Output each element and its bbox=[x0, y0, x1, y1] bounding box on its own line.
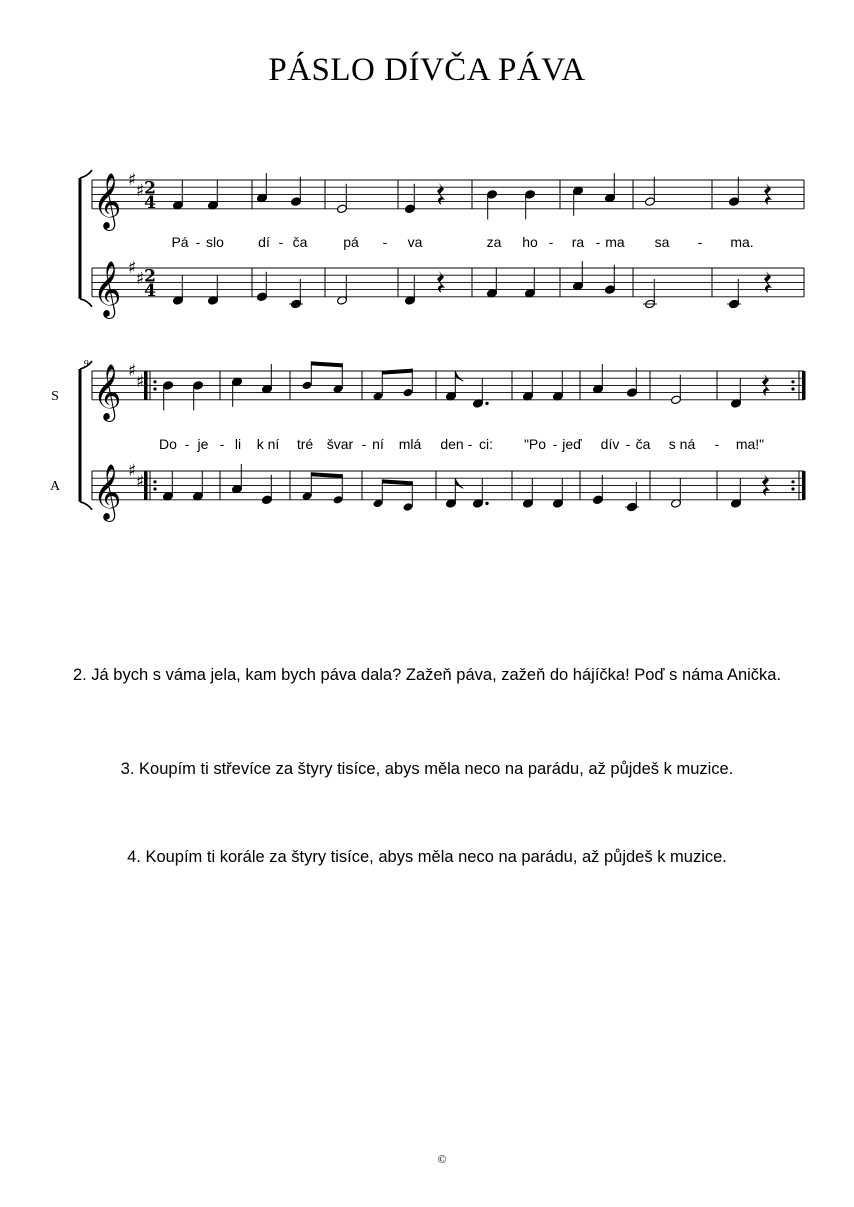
lyric-syllable: "Po bbox=[523, 436, 547, 452]
lyric-syllable: jeď bbox=[562, 436, 582, 452]
time-signature-top: 2 bbox=[144, 178, 156, 199]
system-1 bbox=[80, 170, 804, 319]
lyric-syllable: sa bbox=[654, 234, 670, 250]
lyric-syllable: za bbox=[486, 234, 502, 250]
lyric-syllable: - bbox=[219, 436, 225, 452]
treble-clef: 𝄞 bbox=[93, 363, 122, 420]
sharp-sign: ♯ bbox=[136, 180, 145, 201]
lyric-syllable: s ná bbox=[668, 436, 696, 452]
song-title: PÁSLO DÍVČA PÁVA bbox=[268, 52, 586, 88]
sharp-sign: ♯ bbox=[128, 361, 137, 381]
lyric-syllable: - bbox=[467, 436, 473, 452]
lyric-syllable: - bbox=[361, 436, 367, 452]
time-signature-bottom: 4 bbox=[144, 192, 156, 213]
lyric-syllable: slo bbox=[206, 234, 224, 250]
repeat-dot bbox=[791, 480, 794, 483]
repeat-dot bbox=[153, 380, 156, 383]
treble-clef: 𝄞 bbox=[93, 260, 122, 317]
final-thick-barline bbox=[802, 471, 806, 500]
repeat-dot bbox=[153, 480, 156, 483]
augmentation-dot bbox=[485, 402, 488, 405]
bracket-hook-bottom bbox=[80, 502, 92, 510]
augmentation-dot bbox=[485, 502, 488, 505]
lyric-syllable: - bbox=[184, 436, 190, 452]
lyric-syllable: - bbox=[714, 436, 720, 452]
treble-clef: 𝄞 bbox=[93, 172, 122, 229]
measure-number: 9 bbox=[83, 359, 89, 370]
lyric-syllable: Do bbox=[159, 436, 177, 452]
lyric-syllable: - bbox=[697, 234, 703, 250]
music-score bbox=[0, 0, 854, 560]
repeat-dot bbox=[153, 487, 156, 490]
lyric-syllable: - bbox=[595, 234, 601, 250]
lyric-syllable: ní bbox=[372, 436, 384, 452]
lyric-syllable: - bbox=[625, 436, 631, 452]
lyric-syllable: ča bbox=[292, 234, 308, 250]
lyric-syllable: - bbox=[278, 234, 284, 250]
treble-clef: 𝄞 bbox=[93, 463, 122, 520]
lyric-syllable: mlá bbox=[398, 436, 422, 452]
lyric-syllable: li bbox=[234, 436, 242, 452]
repeat-dot bbox=[791, 487, 794, 490]
lyric-syllable: - bbox=[195, 234, 201, 250]
verse-4: 4. Koupím ti korále za štyry tisíce, abys měla neco na parádu, až půjdeš k muzice. bbox=[127, 848, 727, 866]
lyric-syllable: ci: bbox=[479, 436, 493, 452]
eighth-beam bbox=[382, 369, 413, 375]
voice-label-alto: A bbox=[49, 479, 61, 494]
time-signature-bottom: 4 bbox=[144, 280, 156, 301]
lyric-syllable: dív bbox=[600, 436, 620, 452]
time-signature-top: 2 bbox=[144, 266, 156, 287]
verse-2: 2. Já bych s váma jela, kam bych páva dala? Zažeň páva, zažeň do hájíčka! Poď s náma Anička. bbox=[72, 666, 782, 684]
sharp-sign: ♯ bbox=[128, 258, 137, 278]
lyric-syllable: ča bbox=[635, 436, 651, 452]
lyric-syllable: Pá bbox=[171, 234, 189, 250]
lyric-syllable: k ní bbox=[256, 436, 280, 452]
sharp-sign: ♯ bbox=[136, 371, 145, 392]
sharp-sign: ♯ bbox=[128, 461, 137, 481]
eighth-flag bbox=[455, 478, 463, 488]
sharp-sign: ♯ bbox=[136, 268, 145, 289]
start-repeat-thick bbox=[144, 371, 148, 400]
lyric-syllable: - bbox=[382, 234, 388, 250]
lyric-syllable: ma. bbox=[730, 234, 754, 250]
final-thick-barline bbox=[802, 371, 806, 400]
lyric-syllable: ho bbox=[522, 234, 538, 250]
lyric-syllable: ma!" bbox=[735, 436, 765, 452]
lyric-syllable: ma bbox=[605, 234, 625, 250]
bracket-hook-top bbox=[80, 170, 92, 178]
eighth-beam bbox=[311, 472, 343, 478]
verse-3: 3. Koupím ti střevíce za štyry tisíce, abys měla neco na parádu, až půjdeš k muzice. bbox=[120, 760, 734, 778]
voice-label-soprano: S bbox=[51, 389, 59, 404]
lyric-syllable: den bbox=[440, 436, 464, 452]
lyric-syllable: pá bbox=[343, 234, 359, 250]
sharp-sign: ♯ bbox=[128, 170, 137, 190]
repeat-dot bbox=[153, 387, 156, 390]
eighth-beam bbox=[311, 361, 343, 367]
eighth-beam bbox=[382, 479, 413, 485]
repeat-dot bbox=[791, 387, 794, 390]
bracket-hook-bottom bbox=[80, 299, 92, 307]
lyric-syllable: je bbox=[197, 436, 209, 452]
lyric-syllable: - bbox=[552, 436, 558, 452]
system-2 bbox=[50, 359, 806, 522]
repeat-dot bbox=[791, 380, 794, 383]
eighth-flag bbox=[455, 371, 463, 381]
copyright-symbol: © bbox=[437, 1152, 447, 1166]
lyric-syllable: tré bbox=[296, 436, 314, 452]
sharp-sign: ♯ bbox=[136, 471, 145, 492]
lyric-syllable: - bbox=[548, 234, 554, 250]
lyric-syllable: ra bbox=[571, 234, 585, 250]
start-repeat-thick bbox=[144, 471, 148, 500]
lyric-syllable: va bbox=[407, 234, 423, 250]
lyric-syllable: švar bbox=[326, 436, 354, 452]
lyric-syllable: dí bbox=[258, 234, 270, 250]
